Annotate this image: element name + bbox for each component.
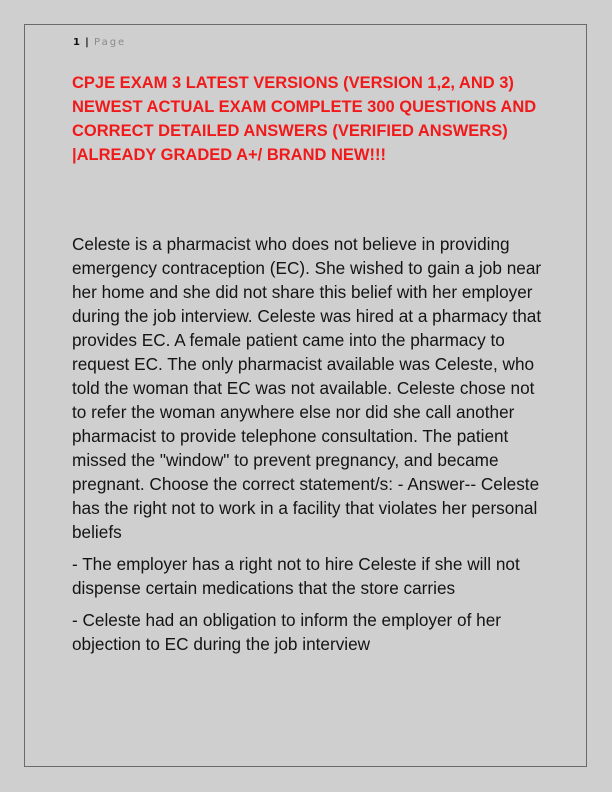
page-label: Page (94, 37, 127, 48)
question-paragraph: Celeste is a pharmacist who does not believe in providing emergency contraception (EC). She wished to gain a job near her home and she did not share this belief with her employer during the job interview. Celeste was hired at a pharmacy that provides EC. A female patient came into the pharmacy to request EC. The only pharmacist available was Celeste, who told the woman that EC was not available. Celeste chose not to refer the woman anywhere else nor did she call another pharmacist to provide telephone consultation. The patient missed the "window" to prevent pregnancy, and became pregnant. Choose the correct statement/s: - Answer-- Celeste has the right not to work in a facility that violates her personal beliefs (72, 234, 542, 542)
document-title: CPJE EXAM 3 LATEST VERSIONS (VERSION 1,2, AND 3) NEWEST ACTUAL EXAM COMPLETE 300 QUESTIONS AND CORRECT DETAILED ANSWERS (VERIFIED ANSWERS) |ALREADY GRADED A+/ BRAND NEW!!! (72, 74, 537, 164)
answer-option: - The employer has a right not to hire Celeste if she will not dispense certain medications that the store carries (72, 554, 520, 598)
page-header (73, 36, 126, 50)
answer-option: - Celeste had an obligation to inform the employer of her objection to EC during the job interview (72, 610, 501, 654)
document-body (72, 232, 542, 664)
page-number: 1 (73, 37, 80, 48)
page-separator: | (85, 37, 89, 48)
